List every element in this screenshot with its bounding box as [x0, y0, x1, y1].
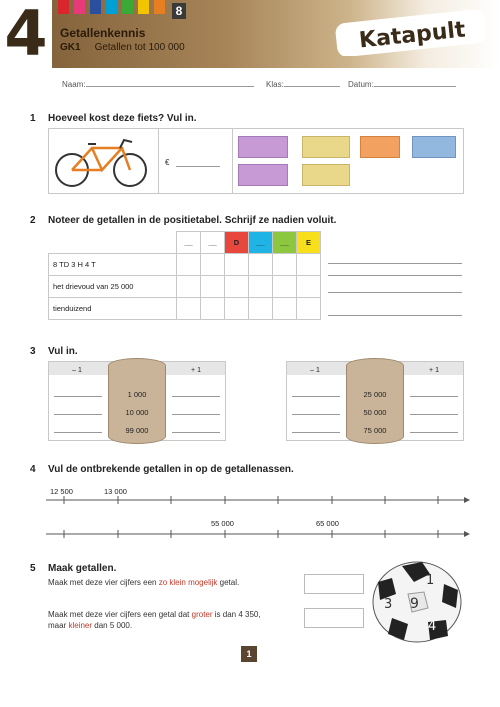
chapter-code: GK1 — [60, 42, 81, 53]
name-label: Naam: — [62, 80, 86, 89]
q5-answer-box-1[interactable] — [304, 574, 364, 594]
cylinder-value: 50 000 — [363, 408, 387, 417]
q5-instruction-2: Maak met deze vier cijfers een getal dat groter is dan 4 350, — [48, 610, 261, 619]
name-field[interactable] — [62, 78, 254, 89]
position-table — [48, 231, 321, 320]
q3-number: 3 — [30, 346, 36, 357]
axis-label: 55 000 — [211, 519, 234, 528]
color-strip — [106, 0, 117, 14]
plus-one-label: + 1 — [191, 367, 201, 374]
class-field[interactable] — [266, 78, 340, 89]
chapter-subtitle — [60, 42, 185, 53]
q3-text: Vul in. — [48, 346, 78, 357]
banknote-500-icon — [238, 136, 288, 158]
answer-line[interactable] — [172, 396, 220, 397]
answer-line[interactable] — [292, 432, 340, 433]
class-label: Klas: — [266, 80, 284, 89]
pt-row-3 — [49, 298, 321, 320]
answer-line[interactable] — [54, 414, 102, 415]
banknote-200-icon — [302, 136, 350, 158]
pt-row-1 — [49, 254, 321, 276]
q4-number: 4 — [30, 464, 36, 475]
q2-answer-line[interactable] — [328, 292, 462, 293]
euro-sign: € — [165, 158, 170, 167]
q2-answer-line[interactable] — [328, 275, 462, 276]
color-strip — [90, 0, 101, 14]
pt-row-2 — [49, 276, 321, 298]
answer-line[interactable] — [410, 396, 458, 397]
soccer-ball-icon — [370, 560, 464, 644]
pt-row-label: tienduizend — [49, 298, 177, 320]
katapult-logo — [332, 10, 492, 56]
answer-line[interactable] — [410, 414, 458, 415]
ball-digit: 9 — [410, 596, 419, 612]
page-number: 1 — [241, 646, 257, 662]
chapter-topic: Getallen tot 100 000 — [94, 42, 185, 53]
cylinder-value: 10 000 — [125, 408, 149, 417]
ball-digit: 4 — [428, 619, 437, 634]
cylinder-value: 1 000 — [127, 390, 147, 399]
q5-number: 5 — [30, 563, 36, 574]
pt-header-ht: __ — [177, 232, 201, 254]
number-lines — [40, 494, 470, 544]
color-strip — [58, 0, 69, 14]
ball-digit: 1 — [426, 573, 435, 588]
chapter-title: Getallenkennis — [60, 26, 146, 40]
pt-row-label: 8 TD 3 H 4 T — [49, 254, 177, 276]
bicycle-icon — [52, 134, 152, 190]
q4-text: Vul de ontbrekende getallen in op de getallenassen. — [48, 464, 294, 475]
q2-answer-line[interactable] — [328, 315, 462, 316]
q5-instruction-3: maar kleiner dan 5 000. — [48, 621, 133, 630]
answer-line[interactable] — [172, 432, 220, 433]
pt-header-t: __ — [273, 232, 297, 254]
banknote-20-icon — [412, 136, 456, 158]
color-strip — [74, 0, 85, 14]
q2-text: Noteer de getallen in de positietabel. Schrijf ze nadien voluit. — [48, 215, 337, 226]
answer-line[interactable] — [54, 432, 102, 433]
color-strip — [138, 0, 149, 14]
answer-line[interactable] — [410, 432, 458, 433]
axis-label: 13 000 — [104, 487, 127, 496]
ball-digit: 3 — [384, 597, 393, 612]
date-label: Datum: — [348, 80, 374, 89]
q1-answer-line[interactable] — [176, 166, 220, 167]
answer-line[interactable] — [292, 414, 340, 415]
pt-header-h: __ — [249, 232, 273, 254]
banknote-10-icon — [360, 136, 400, 158]
q2-number: 2 — [30, 215, 36, 226]
q1-number: 1 — [30, 113, 36, 124]
pt-row-label: het drievoud van 25 000 — [49, 276, 177, 298]
cylinder-value: 99 000 — [125, 426, 149, 435]
axis-label: 12 500 — [50, 487, 73, 496]
banknote-200-icon — [302, 164, 350, 186]
q5-instruction-1: Maak met deze vier cijfers een zo klein mogelijk getal. — [48, 578, 240, 587]
grade-badge: 8 — [172, 3, 186, 19]
answer-line[interactable] — [54, 396, 102, 397]
cylinder-value: 25 000 — [363, 390, 387, 399]
color-strip — [154, 0, 165, 14]
answer-line[interactable] — [292, 396, 340, 397]
logo-text: Katapult — [357, 17, 467, 54]
banknote-500-icon — [238, 164, 288, 186]
color-strip — [122, 0, 133, 14]
q2-answer-line[interactable] — [328, 263, 462, 264]
date-field[interactable] — [348, 78, 456, 89]
pt-header-e: E — [297, 232, 321, 254]
q5-answer-box-2[interactable] — [304, 608, 364, 628]
q1-text: Hoeveel kost deze fiets? Vul in. — [48, 113, 197, 124]
minus-one-label: – 1 — [310, 367, 320, 374]
axis-label: 65 000 — [316, 519, 339, 528]
chapter-number: 4 — [0, 0, 52, 68]
minus-one-label: – 1 — [72, 367, 82, 374]
plus-one-label: + 1 — [429, 367, 439, 374]
answer-line[interactable] — [172, 414, 220, 415]
q5-text: Maak getallen. — [48, 563, 117, 574]
pt-header-d: D — [225, 232, 249, 254]
cylinder-value: 75 000 — [363, 426, 387, 435]
pt-header-tt: __ — [201, 232, 225, 254]
